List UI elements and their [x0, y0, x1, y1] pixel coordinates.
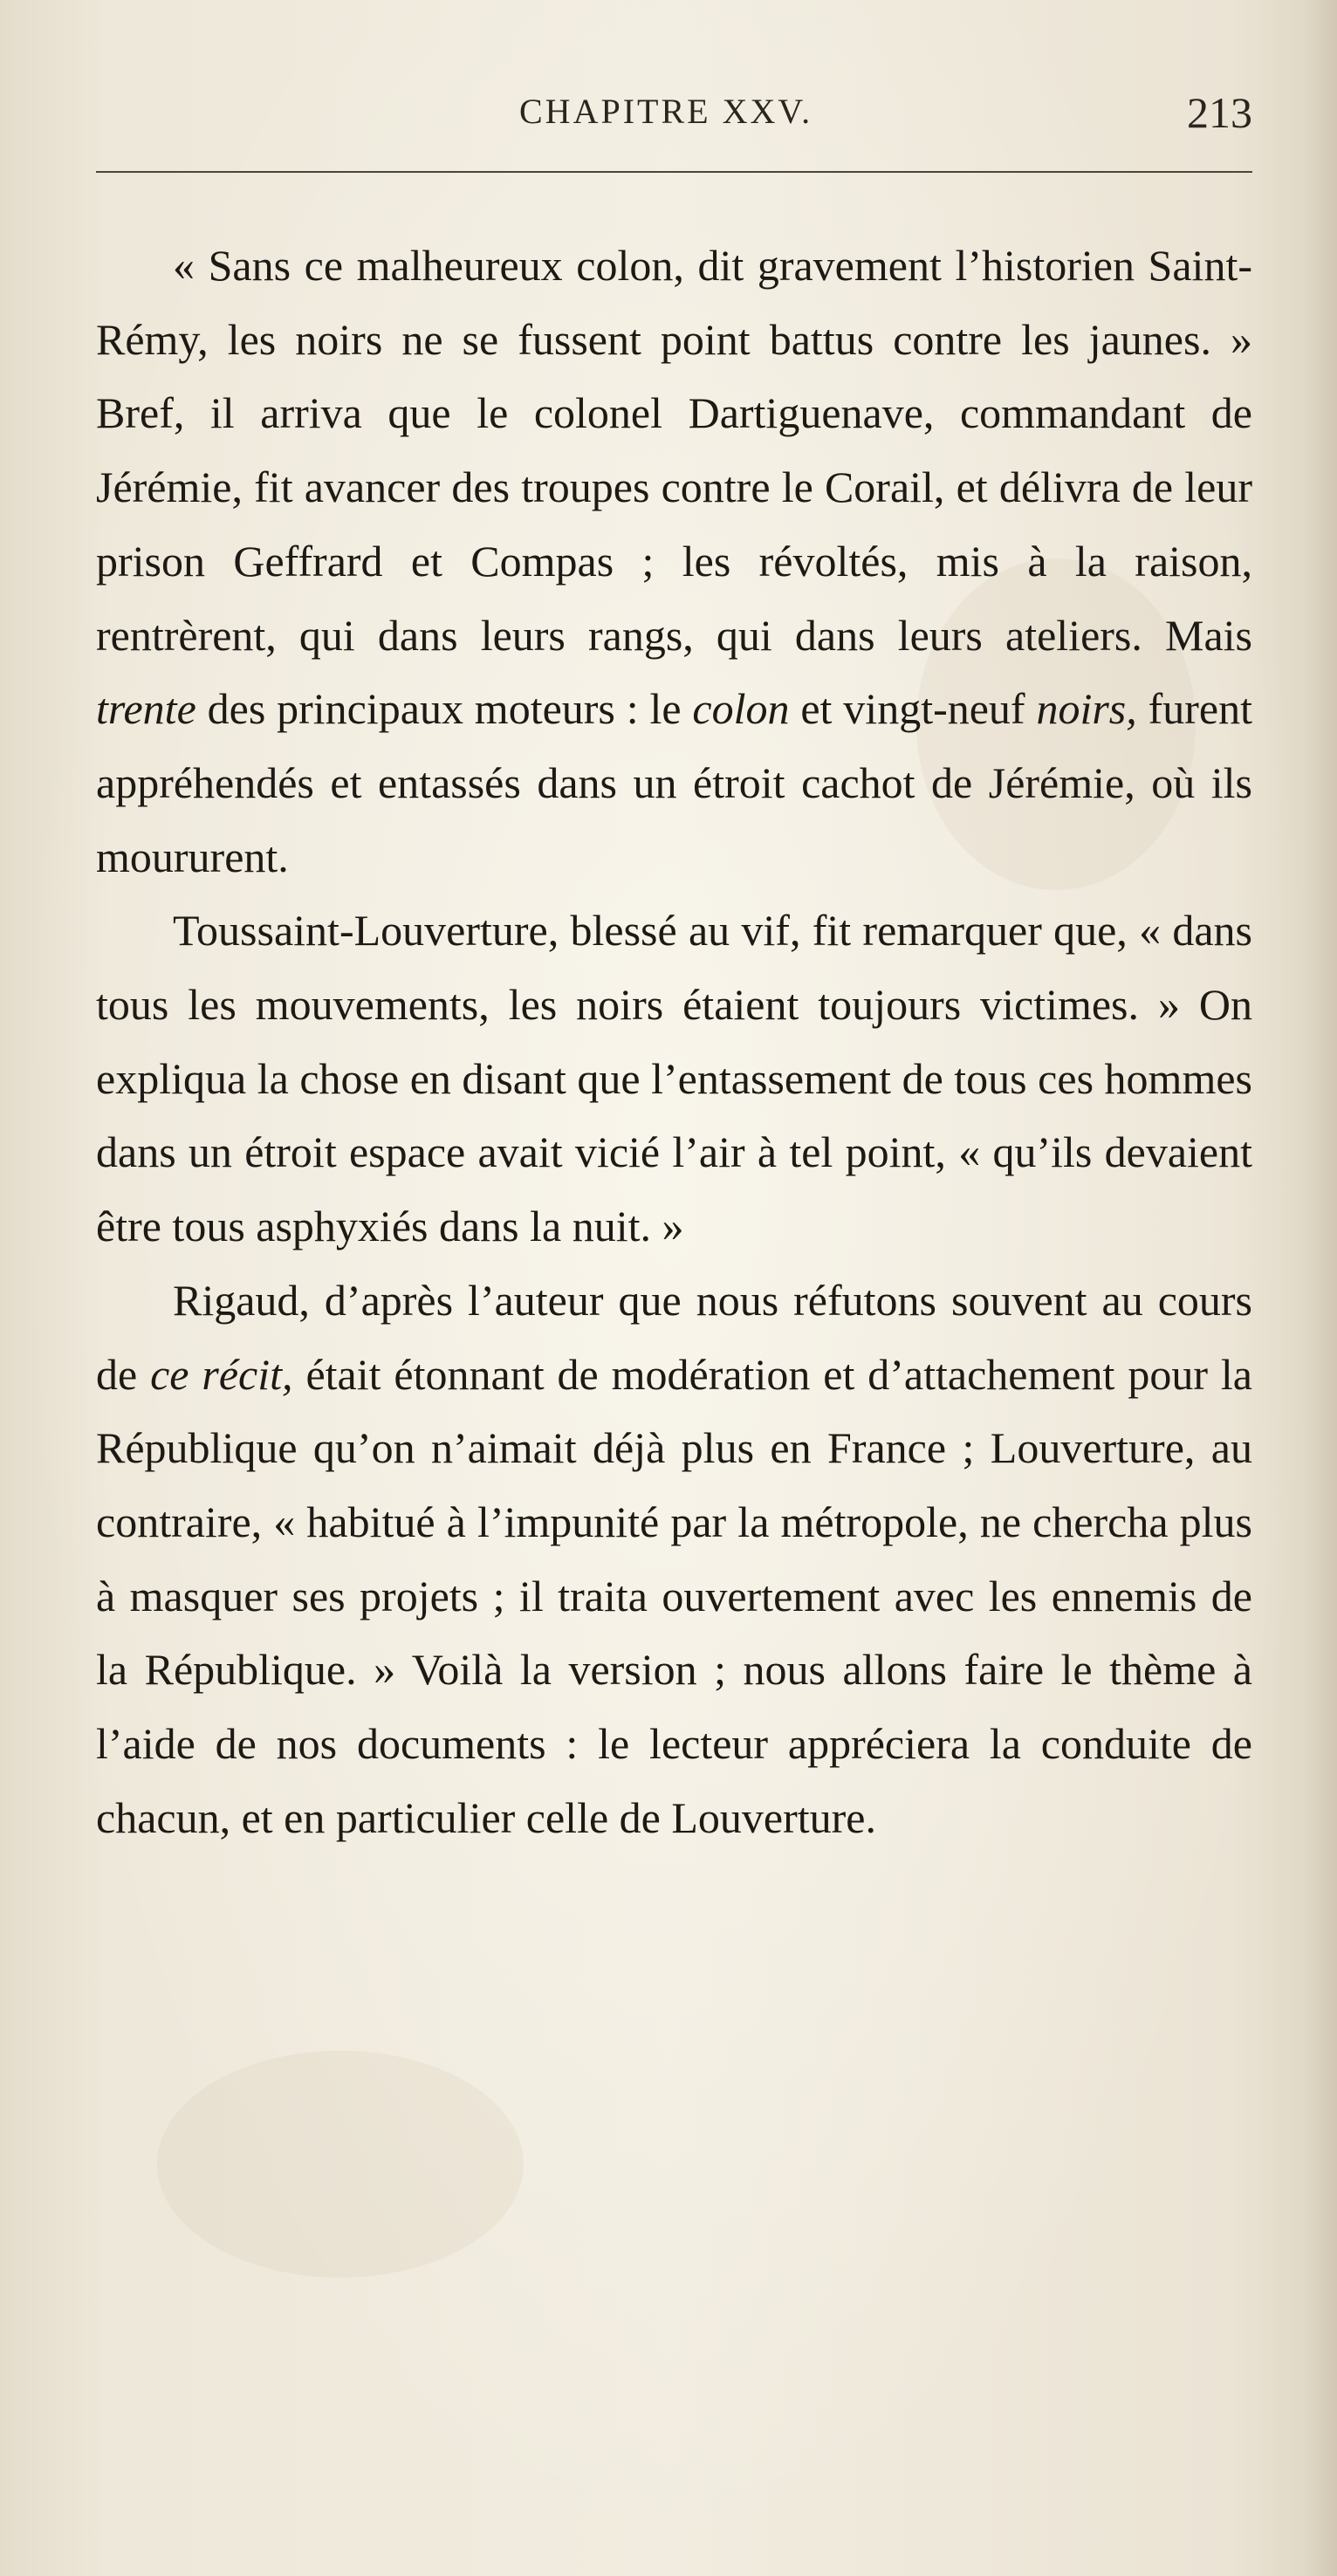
paragraph-1-text: « Sans ce malheureux colon, dit gravement l’historien Saint-Rémy, les noirs ne se fussent point battus contre les jaunes. » Bref, il arriva que le colonel Dartiguenave, commandant de Jérémie, fit avancer des troupes contre le Corail, et délivra de leur prison Geffrard et Compas ; les révoltés, mis à la raison, rentrèrent, qui dans leurs rangs, qui dans leurs ateliers. Mais: [96, 241, 1252, 660]
italic-trente: trente: [96, 684, 196, 734]
paragraph-3-text: Rigaud, d’après l’auteur que nous réfutons souvent au cours de: [96, 1275, 1252, 1399]
italic-colon: colon: [692, 684, 790, 734]
running-head: [96, 87, 1252, 148]
paragraph-2-text: Toussaint-Louverture, blessé au vif, fit remarquer que, « dans tous les mouvements, les noirs étaient toujours victimes. » On expliqua la chose en disant que l’entassement de tous ces hommes dans un étroit espace avait vicié l’air à tel point, « qu’ils devaient être tous asphyxiés dans la nuit. »: [96, 906, 1252, 1251]
italic-noirs: noirs,: [1036, 684, 1137, 734]
paragraph-2: [96, 894, 1252, 1264]
paragraph-1-text-3: et vingt-neuf: [789, 684, 1037, 734]
italic-ce-recit: ce récit,: [150, 1349, 293, 1399]
paragraph-1-text-4: furent appréhendés et entassés dans un étroit cachot de Jérémie, où ils moururent.: [96, 684, 1252, 881]
paragraph-3-text-2: était étonnant de modération et d’attachement pour la République qu’on n’aimait déjà plus en France ; Louverture, au contraire, « habitué à l’impunité par la métropole, ne chercha plus à masquer ses projets ; il traita ouvertement avec les ennemis de la République. » Voilà la version ; nous allons faire le thème à l’aide de nos documents : le lecteur appréciera la conduite de chacun, et en particulier celle de Louverture.: [96, 1349, 1252, 1842]
chapter-title: CHAPITRE XXV.: [519, 92, 813, 131]
paragraph-3: [96, 1264, 1252, 1855]
page-number: 213: [1187, 88, 1252, 137]
body-text: [96, 229, 1252, 1854]
paragraph-1-text-2: des principaux moteurs : le: [195, 684, 693, 734]
paper-stain: [157, 2051, 524, 2278]
header-rule: [96, 171, 1252, 173]
paragraph-1: [96, 229, 1252, 894]
